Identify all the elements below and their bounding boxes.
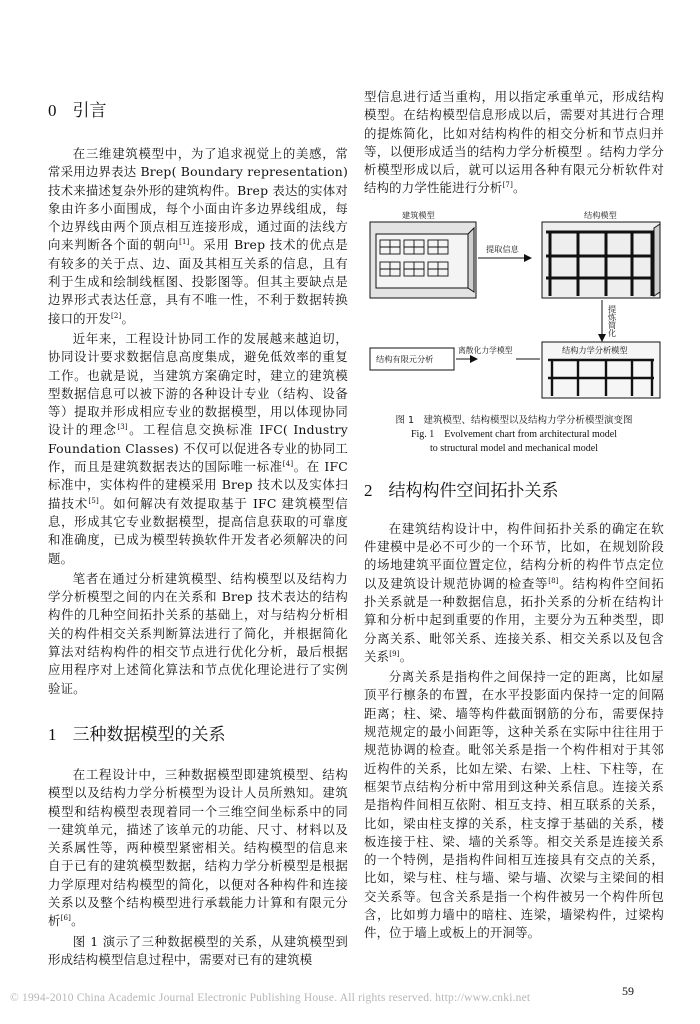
citation: [9] bbox=[389, 649, 400, 658]
simplify-label-4: 化 bbox=[608, 327, 617, 338]
simplify-label-3: 简 bbox=[608, 319, 617, 330]
citation: [2] bbox=[110, 311, 122, 320]
section-1-paragraph-2-cont: 型信息进行适当重构，用以指定承重单元，形成结构模型。在结构模型信息形成以后，需要对其进行合理的提炼简化，比如对结构构件的相交分析和节点归并等，以便形成适当的结构力学分析模型 。结构力学分析模型形成以后，就可以运用各种有限元分析软件对结构的力学性能进行分析[7]。 bbox=[364, 89, 664, 196]
figure-caption-cn: 图 1 建筑模型、结构模型以及结构力学分析模型演变图 bbox=[395, 414, 633, 426]
section-2-paragraph-2: 分离关系是指构件之间保持一定的距离，比如屋顶平行檩条的布置，在水平投影面内保持一定的间隔距离；柱、梁、墙等构件截面钢筋的分布，需要保持规范规定的最小间距等，这种关系在实际中往往用于规范协调的检查。毗邻关系是指一个构件相对于其邻近构件的关系，比如左梁、右梁、上柱、下柱等，在框架节点结构分析中常用到这种关系信息。连接关系是指构件间相互依附、相互支持、相互联系的关系，比如，梁由柱支撑的关系，柱支撑于基础的关系，楼板连接于柱、梁、墙的关系等。相交关系是连接关系的一个特例，是指构件间相互连接具有交点的关系，比如，梁与柱、柱与墙、梁与墙、次梁与主梁间的相交关系等。包含关系是指一个构件被另一个构件所包含，比如剪力墙中的暗柱、连梁，墙梁构件，过梁构件，位于墙上或板上的开洞等。 bbox=[364, 669, 664, 941]
mechanics-model-label: 结构力学分析模型 bbox=[562, 344, 628, 355]
section-number: 0 bbox=[48, 101, 57, 120]
left-column bbox=[48, 100, 348, 969]
section-number: 1 bbox=[48, 724, 57, 744]
citation: [4] bbox=[282, 459, 294, 468]
discrete-model-label: 离散化力学模型 bbox=[458, 345, 513, 355]
section-1-paragraph-2: 图 1 演示了三种数据模型的关系，从建筑模型到形成结构模型信息过程中，需要对已有的建筑模 bbox=[48, 933, 348, 967]
citation: [1] bbox=[179, 238, 190, 247]
structural-model-label: 结构模型 bbox=[584, 209, 617, 220]
citation: [8] bbox=[548, 576, 559, 585]
page-number: 59 bbox=[622, 984, 634, 998]
section-number: 2 bbox=[364, 480, 373, 500]
intro-paragraph-1: 在三维建筑模型中，为了追求视觉上的美感，常常采用边界表达 Brep( Boundary representation) 技术来描述复杂外形的建筑构件。Brep 表达的实体对象由许多小面围成，每个小面由许多边界线组成，每个边界线由两个顶点相互连接形成，通过面的法线方向来判断各个面的朝向[1]。采用 Brep 技术的优点是有较多的关于点、边、面及其相互关系的信息，且有利于生成和绘制线框图、投影图等。但其主要缺点是边界形式表达任意，具有不唯一性，不利于数据转换接口的开发[2]。 bbox=[48, 146, 348, 326]
section-title: 三种数据模型的关系 bbox=[72, 724, 226, 745]
section-title: 引言 bbox=[72, 101, 107, 121]
simplify-label-1: 提 bbox=[608, 303, 617, 314]
intro-paragraph-3: 笔者在通过分析建筑模型、结构模型以及结构力学分析模型之间的内在关系和 Brep 技术表达的结构构件的几种空间拓扑关系的基础上，对与结构分析相关的构件相交关系判断算法进行了简化，并根据简化算法对结构构件的相交节点进行优化分析，最后根据应用程序对上述简化算法和节点优化理论进行了实例验证。 bbox=[48, 570, 348, 696]
citation: [6] bbox=[60, 914, 72, 923]
extract-info-label: 提取信息 bbox=[486, 243, 519, 254]
right-column bbox=[364, 88, 664, 943]
figure-caption-en-2: to structural model and mechanical model bbox=[430, 442, 598, 454]
fea-label: 结构有限元分析 bbox=[376, 353, 434, 364]
section-1-paragraph-1: 在工程设计中，三种数据模型即建筑模型、结构模型以及结构力学分析模型为设计人员所熟知。建筑模型和结构模型表现着同一个三维空间坐标系中的同一建筑单元，描述了该单元的功能、尺寸、材料以及关系属性等，两种模型紧密相关。结构模型的信息来自于已有的建筑模型数据，结构力学分析模型是根据力学原理对结构模型的简化，以便对各种构件和连接关系以及整个结构模型进行承载能力计算和有限元分析[6]。 bbox=[48, 766, 348, 929]
structural-model-drawing bbox=[542, 222, 660, 298]
section-title: 结构构件空间拓扑关系 bbox=[388, 480, 559, 501]
figure-1-diagram bbox=[366, 208, 664, 412]
citation: [5] bbox=[88, 496, 99, 505]
section-2-heading bbox=[364, 480, 664, 502]
building-model-drawing bbox=[370, 222, 476, 298]
copyright-footer: © 1994-2010 China Academic Journal Electronic Publishing House. All rights reserved. http://www.cnki.net bbox=[10, 992, 531, 1004]
citation: [3] bbox=[117, 423, 128, 432]
figure-1 bbox=[366, 208, 664, 412]
citation: [7] bbox=[502, 181, 514, 190]
section-0-heading bbox=[48, 100, 348, 122]
section-2-paragraph-1: 在建筑结构设计中，构件间拓扑关系的确定在软件建模中是必不可少的一个环节，比如，在规划阶段的场地建筑平面位置定位，结构分析的构件节点定位以及建筑设计规范协调的检查等[8]。结构构件空间拓扑关系就是一种数据信息，拓扑关系的分析在结构计算和分析中起到重要的作用，主要分为五种类型，即分离关系、毗邻关系、连接关系、相交关系以及包含关系[9]。 bbox=[364, 520, 664, 664]
section-1-heading bbox=[48, 724, 348, 746]
intro-paragraph-2: 近年来，工程设计协同工作的发展越来越迫切，协同设计要求数据信息高度集成，避免低效率的重复工作。也就是说，当建筑方案确定时，建立的建筑模型数据信息可以被下游的各种设计专业（结构、设备等）提取并形成相应专业的数据模型，用以体现协同设计的理念[3]。工程信息交换标准 IFC( Industry Foundation Classes) 不仅可以促进各专业的协同工作，而且是建筑数据表达的国际唯一标准[4]。在 IFC 标准中，实体构件的建模采用 Brep 技术以及实体扫描技术[5]。如何解决有效提取基于 IFC 建筑模型信息，形成其它专业数据模型，提高信息获取的可靠度和准确度，已成为模型转换软件开发者必须解决的问题。 bbox=[48, 330, 348, 566]
simplify-label-2: 炼 bbox=[608, 311, 617, 322]
building-model-label: 建筑模型 bbox=[402, 209, 435, 220]
figure-caption-en-1: Fig. 1 Evolvement chart from architectural model bbox=[410, 428, 618, 440]
